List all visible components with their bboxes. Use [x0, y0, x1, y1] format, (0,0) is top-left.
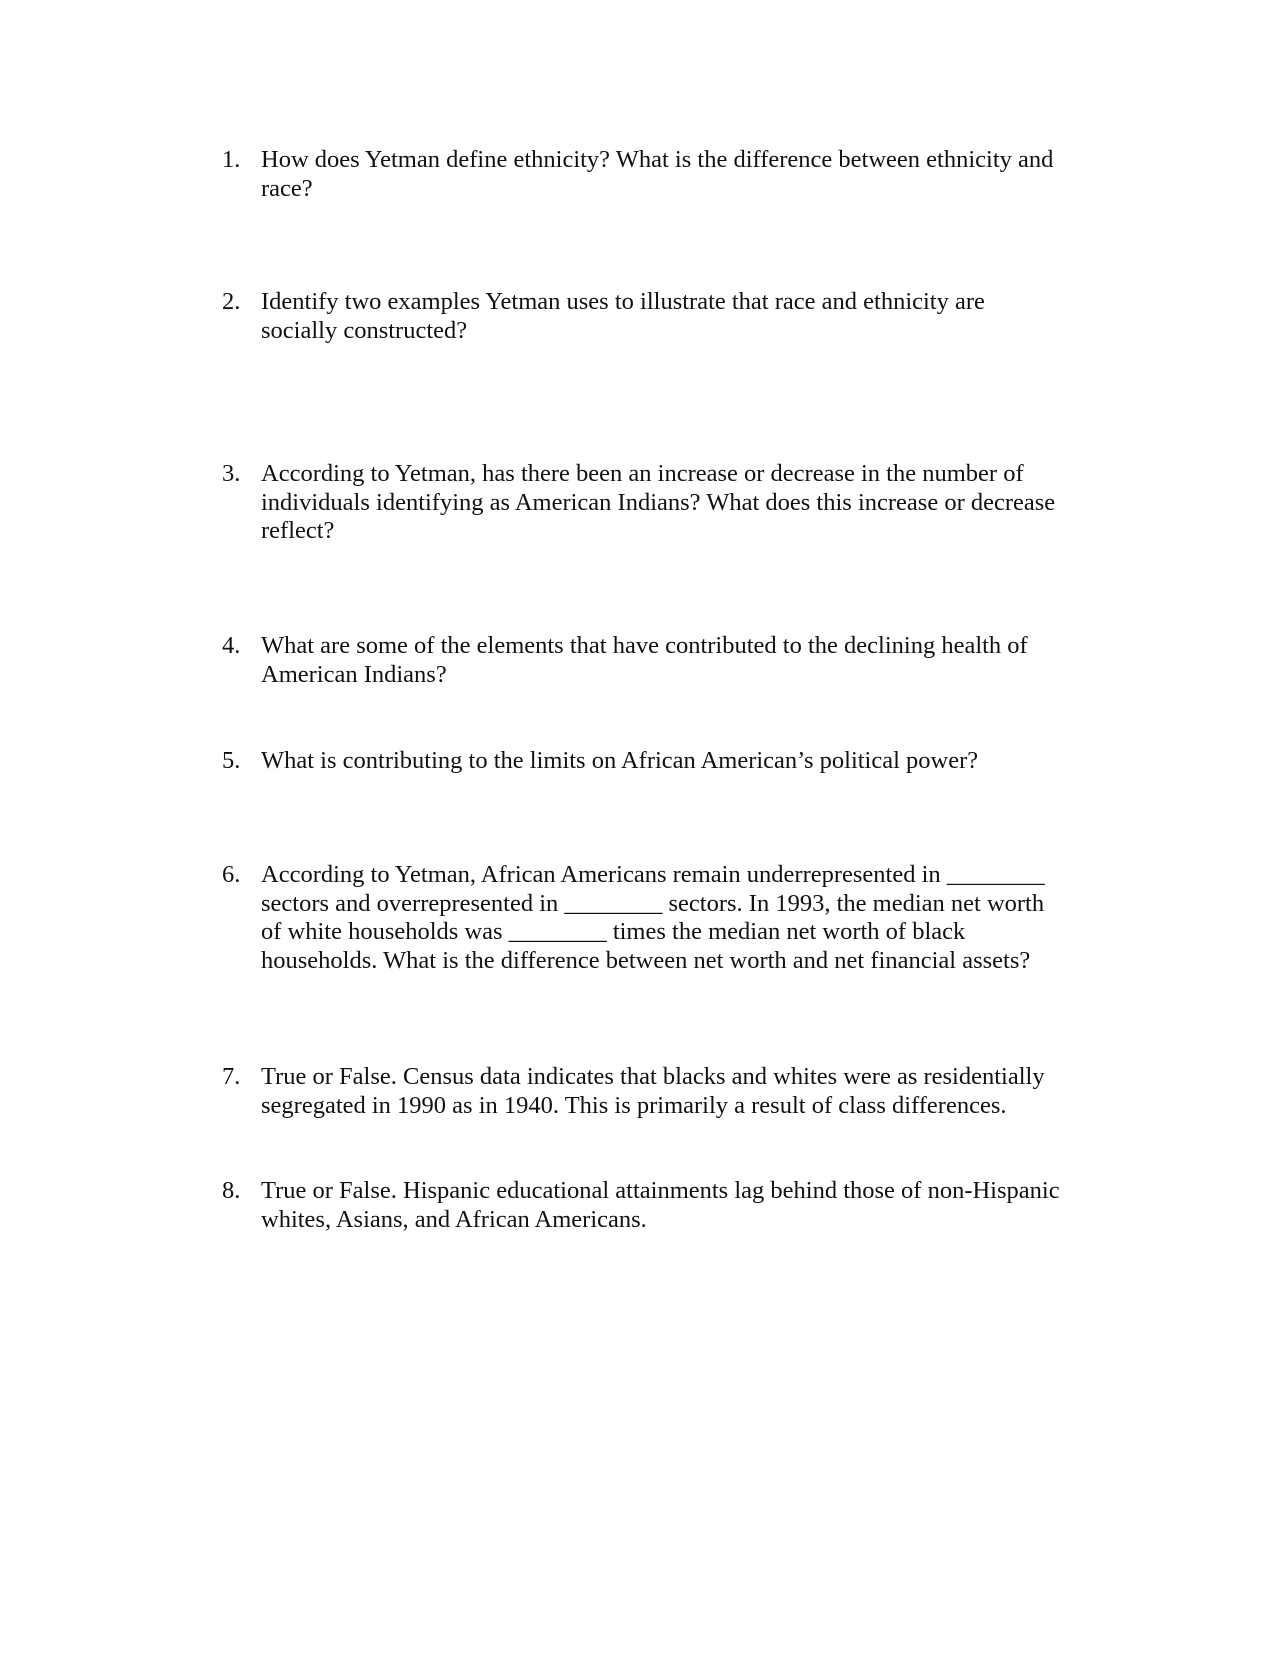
question-line: How does Yetman define ethnicity? What is the difference between ethnicity and	[261, 146, 1054, 173]
question-line: sectors and overrepresented in ________ sectors. In 1993, the median net worth	[261, 889, 1045, 917]
question-text	[261, 288, 1091, 345]
question-line: True or False. Census data indicates that blacks and whites were as residentially	[261, 1063, 1045, 1090]
question-line: According to Yetman, African Americans remain underrepresented in ________	[261, 861, 1045, 888]
question-text	[261, 632, 1091, 689]
question-line: True or False. Hispanic educational attainments lag behind those of non-Hispanic	[261, 1177, 1060, 1204]
question-line: reflect?	[261, 517, 335, 544]
question-line: American Indians?	[261, 660, 447, 688]
question-line: socially constructed?	[261, 316, 468, 344]
question-line: According to Yetman, has there been an increase or decrease in the number of	[261, 460, 1024, 487]
question-text	[261, 460, 1091, 546]
question-line: of white households was ________ times the median net worth of black	[261, 918, 966, 945]
question-line: individuals identifying as American Indians? What does this increase or decrease	[261, 488, 1056, 516]
question-line: race?	[261, 174, 313, 202]
question-text	[261, 1177, 1091, 1234]
question-number: 2.	[222, 288, 241, 315]
question-number: 3.	[222, 460, 241, 487]
question-text	[261, 1063, 1091, 1120]
question-line: What is contributing to the limits on African American’s political power?	[261, 747, 979, 774]
question-line: segregated in 1990 as in 1940. This is primarily a result of class differences.	[261, 1091, 1007, 1119]
question-line: Identify two examples Yetman uses to illustrate that race and ethnicity are	[261, 288, 985, 315]
question-text	[261, 861, 1091, 975]
question-number: 8.	[222, 1177, 241, 1204]
question-number: 5.	[222, 747, 241, 774]
question-number: 7.	[222, 1063, 241, 1090]
question-text	[261, 146, 1091, 203]
question-number: 6.	[222, 861, 241, 888]
question-number: 4.	[222, 632, 241, 659]
question-number: 1.	[222, 146, 241, 173]
question-line: whites, Asians, and African Americans.	[261, 1205, 647, 1233]
question-line: households. What is the difference between net worth and net financial assets?	[261, 946, 1031, 974]
question-text	[261, 747, 1091, 776]
question-line: What are some of the elements that have contributed to the declining health of	[261, 632, 1028, 659]
